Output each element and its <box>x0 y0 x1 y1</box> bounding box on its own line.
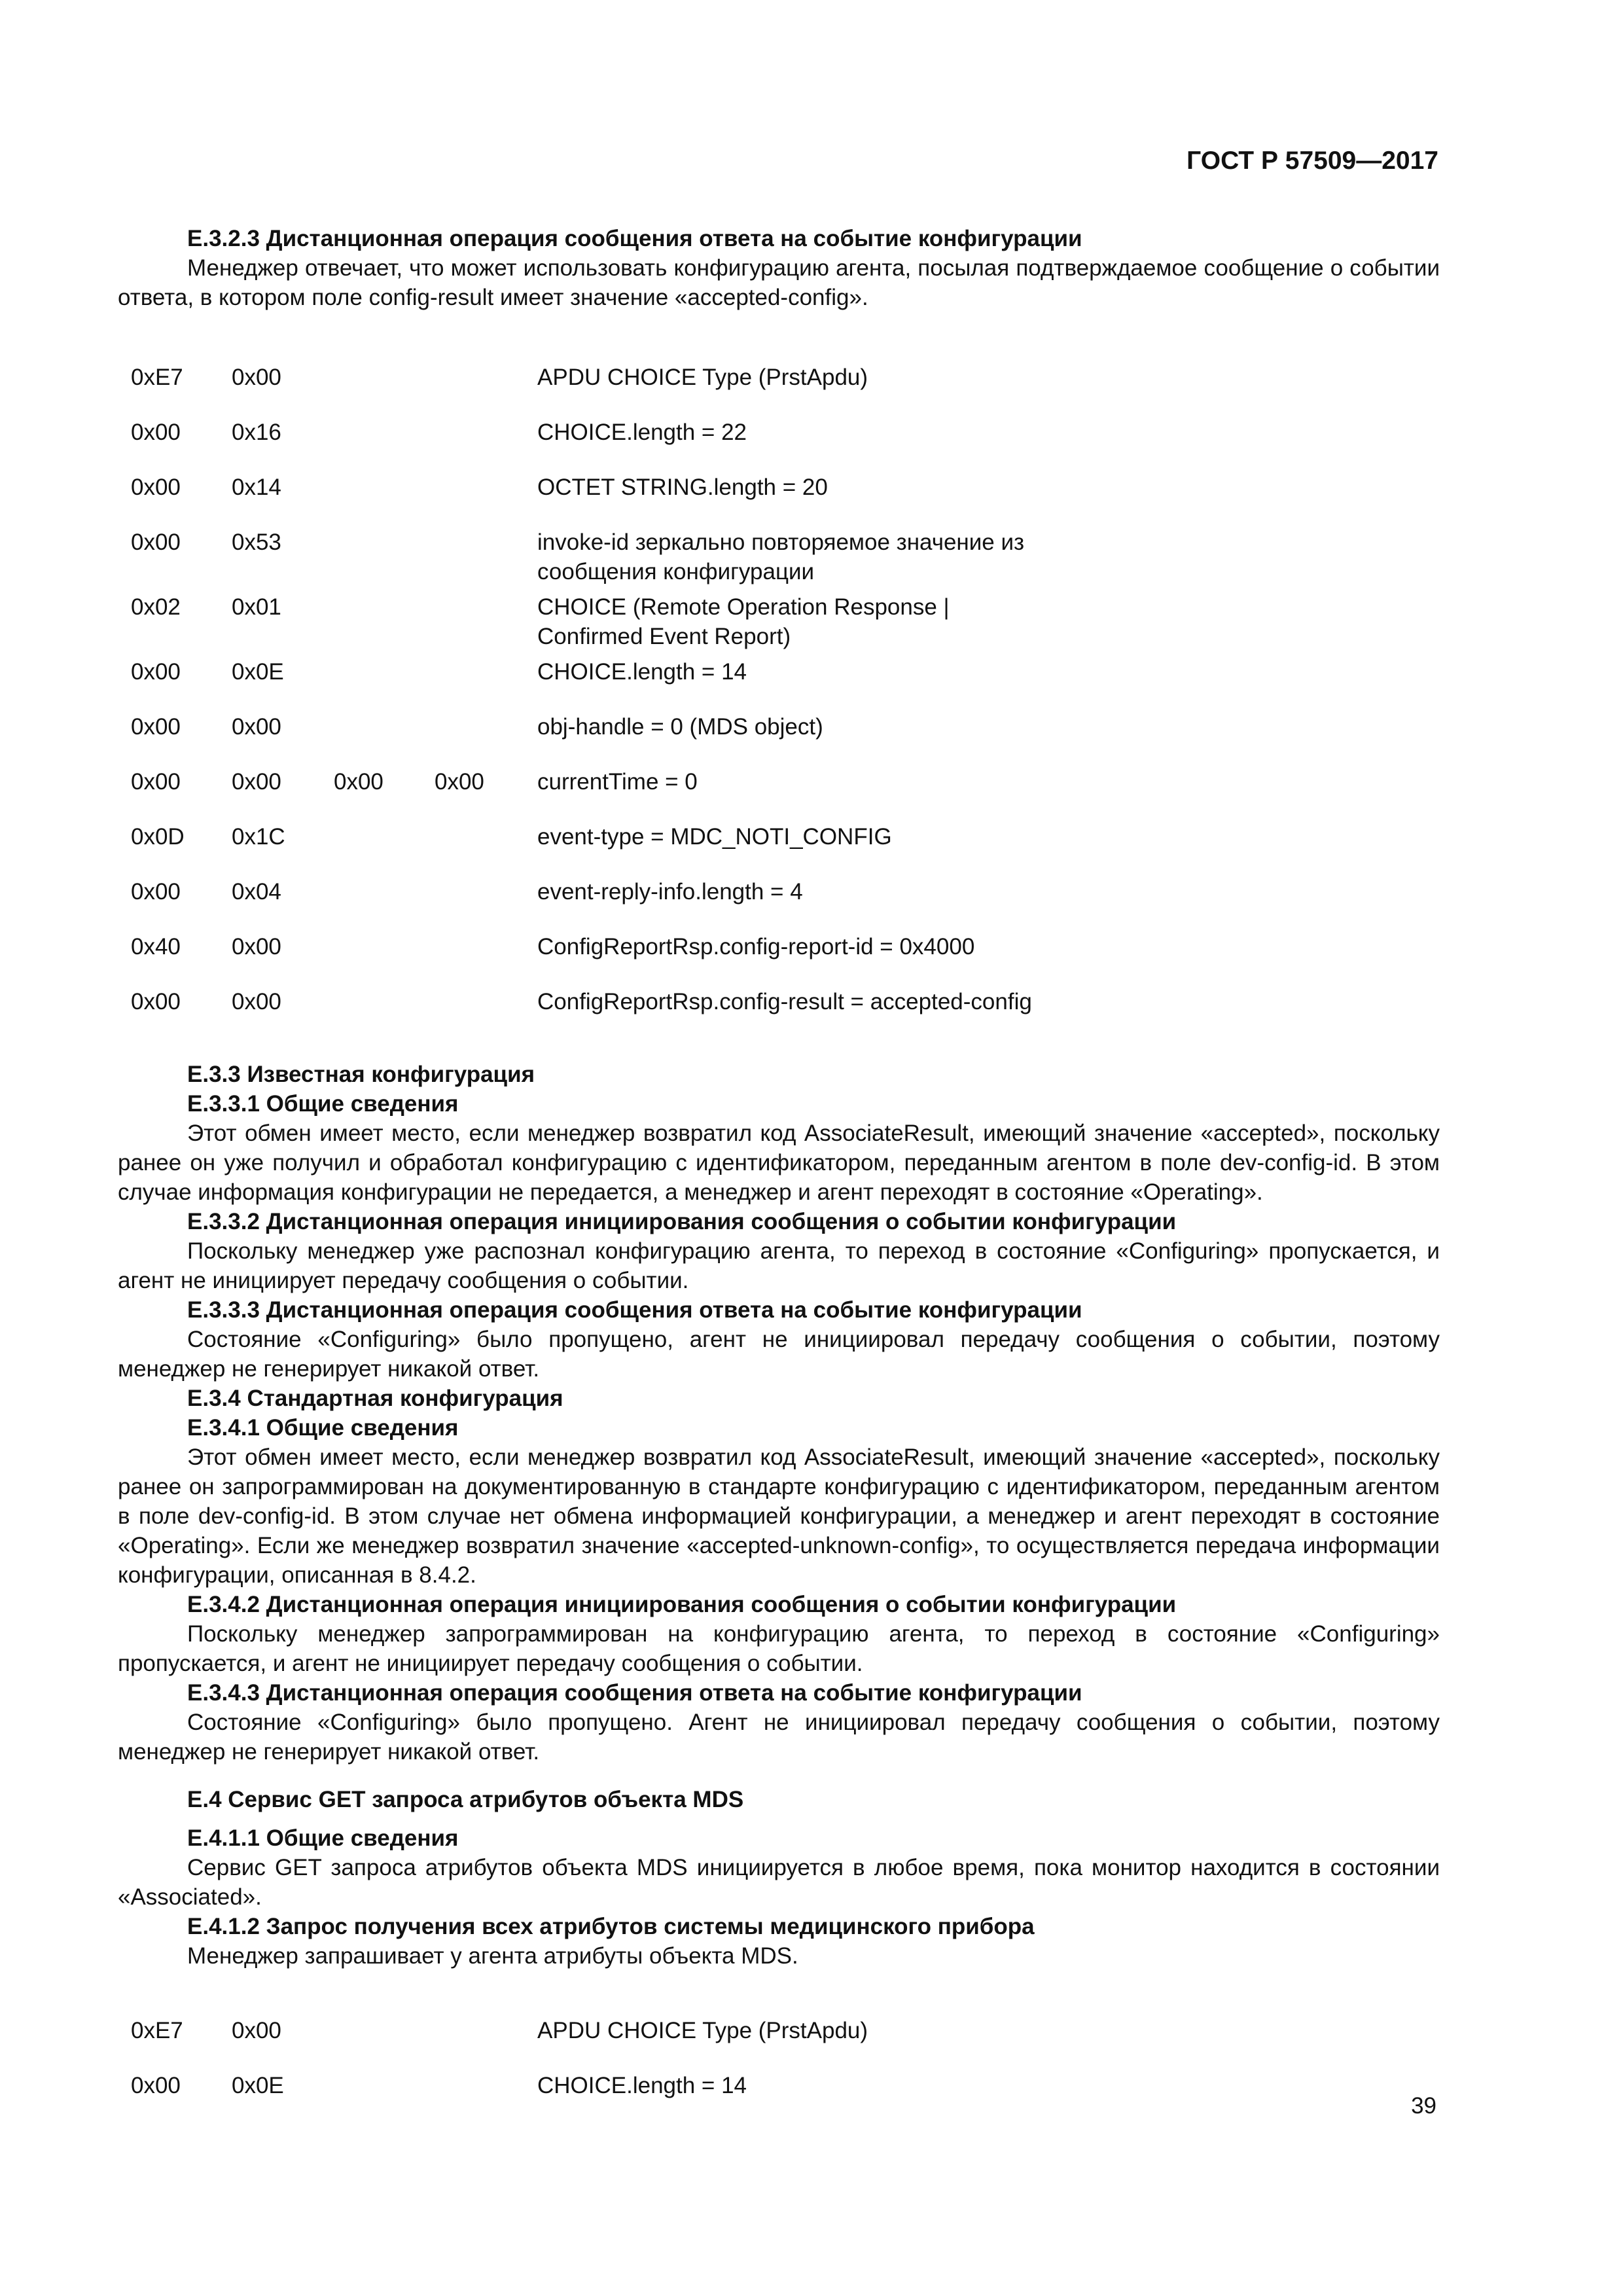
byte-cell <box>334 467 435 522</box>
subsection-heading-e341: Е.3.4.1 Общие сведения <box>187 1415 459 1441</box>
section-heading-e323: Е.3.2.3 Дистанционная операция сообщения ответа на событие конфигурации <box>187 226 1082 251</box>
byte-cell <box>131 586 232 651</box>
byte-cell <box>131 651 232 706</box>
byte-cell-text: 0x00 <box>131 989 181 1014</box>
byte-cell <box>232 651 334 706</box>
byte-cell <box>334 412 435 467</box>
apdu-table-config-response <box>131 357 1414 1036</box>
paragraph-e342: Поскольку менеджер запрограммирован на конфигурацию агента, то переход в состояние «Configuring» пропускается, и агент не инициирует передачу сообщения о событии. <box>118 1621 1440 1676</box>
page-number: 39 <box>1411 2093 1436 2119</box>
byte-cell <box>232 467 334 522</box>
field-description <box>537 761 1414 816</box>
paragraph-e332: Поскольку менеджер уже распознал конфигурацию агента, то переход в состояние «Configuring» пропускается, и агент не инициирует передачу сообщения о событии. <box>118 1238 1440 1293</box>
byte-cell <box>232 926 334 981</box>
byte-cell <box>435 926 537 981</box>
byte-cell-text: 0x00 <box>232 714 281 740</box>
apdu-row <box>131 522 1414 586</box>
byte-cell <box>131 357 232 412</box>
field-description-text: ConfigReportRsp.config-report-id = 0x4000 <box>537 934 975 960</box>
byte-cell-text: 0x0E <box>232 659 284 685</box>
byte-cell <box>131 761 232 816</box>
subsection-heading-e331: Е.3.3.1 Общие сведения <box>187 1091 459 1117</box>
byte-cell <box>334 761 435 816</box>
byte-cell <box>435 706 537 761</box>
paragraph-e412: Менеджер запрашивает у агента атрибуты объекта MDS. <box>187 1943 798 1969</box>
byte-cell-text: 0xE7 <box>131 2018 183 2043</box>
byte-cell-text: 0xE7 <box>131 365 183 390</box>
byte-cell-text: 0x00 <box>131 2073 181 2098</box>
byte-cell <box>435 2010 537 2065</box>
apdu-row <box>131 651 1414 706</box>
field-description <box>537 467 1414 522</box>
byte-cell <box>334 816 435 871</box>
section-heading-e4: Е.4 Сервис GET запроса атрибутов объекта MDS <box>187 1787 744 1812</box>
byte-cell-text: 0x04 <box>232 879 281 905</box>
byte-cell <box>131 981 232 1036</box>
byte-cell <box>131 706 232 761</box>
paragraph-e341: Этот обмен имеет место, если менеджер возвратил код AssociateResult, имеющий значение «accepted», поскольку ранее он запрограммирован на документированную в стандарте конфигурацию с идентификатором, переданным агентом в поле dev-config-id. В этом случае нет обмена информацией конфигурации, а менеджер и агент переходят в состояние «Operating». Если же менеджер возвратил значение «accepted-unknown-config», то осуществляется передача информации конфигурации, описанная в 8.4.2. <box>118 1444 1440 1588</box>
byte-cell <box>232 357 334 412</box>
byte-cell <box>435 357 537 412</box>
field-description <box>537 926 1414 981</box>
byte-cell <box>435 981 537 1036</box>
byte-cell <box>334 2065 435 2120</box>
byte-cell-text: 0x00 <box>131 879 181 905</box>
byte-cell-text: 0x00 <box>131 420 181 445</box>
apdu-table-get-request <box>131 2010 1414 2120</box>
subsection-heading-e332: Е.3.3.2 Дистанционная операция инициирования сообщения о событии конфигурации <box>187 1209 1177 1234</box>
byte-cell-text: 0x00 <box>232 934 281 960</box>
subsection-heading-e411: Е.4.1.1 Общие сведения <box>187 1825 459 1851</box>
byte-cell <box>435 467 537 522</box>
byte-cell <box>232 706 334 761</box>
byte-cell <box>232 816 334 871</box>
apdu-table-body <box>131 2010 1414 2120</box>
paragraph-e343: Состояние «Configuring» было пропущено. Агент не инициировал передачу сообщения о событии, поэтому менеджер не генерирует никакой ответ. <box>118 1710 1440 1765</box>
section-heading-e34: Е.3.4 Стандартная конфигурация <box>187 1386 563 1411</box>
subsection-heading-e412: Е.4.1.2 Запрос получения всех атрибутов системы медицинского прибора <box>187 1914 1035 1939</box>
field-description <box>537 586 1414 651</box>
byte-cell-text: 0x00 <box>131 714 181 740</box>
byte-cell <box>131 412 232 467</box>
byte-cell-text: 0x0D <box>131 824 185 850</box>
apdu-row <box>131 926 1414 981</box>
byte-cell-text: 0x00 <box>131 475 181 500</box>
field-description <box>537 706 1414 761</box>
field-description <box>537 2065 1414 2120</box>
byte-cell <box>131 816 232 871</box>
apdu-row <box>131 357 1414 412</box>
field-description <box>537 522 1414 586</box>
field-description <box>537 412 1414 467</box>
field-description-text: OCTET STRING.length = 20 <box>537 475 828 500</box>
byte-cell <box>334 2010 435 2065</box>
field-description-text: ConfigReportRsp.config-result = accepted-config <box>537 989 1032 1014</box>
field-description <box>537 651 1414 706</box>
byte-cell <box>232 981 334 1036</box>
byte-cell <box>334 926 435 981</box>
byte-cell-text: 0x14 <box>232 475 281 500</box>
paragraph-e333: Состояние «Configuring» было пропущено, агент не инициировал передачу сообщения о событии, поэтому менеджер не генерирует никакой ответ. <box>118 1327 1440 1382</box>
apdu-row <box>131 467 1414 522</box>
byte-cell-text: 0x00 <box>334 769 383 795</box>
field-description-text: event-type = MDC_NOTI_CONFIG <box>537 824 892 850</box>
byte-cell <box>435 871 537 926</box>
apdu-row <box>131 761 1414 816</box>
field-description <box>537 357 1414 412</box>
apdu-row <box>131 586 1414 651</box>
paragraph-e411: Сервис GET запроса атрибутов объекта MDS инициируется в любое время, пока монитор находится в состоянии «Associated». <box>118 1855 1440 1910</box>
field-description-text: CHOICE.length = 14 <box>537 2073 747 2098</box>
byte-cell <box>435 522 537 586</box>
byte-cell <box>435 651 537 706</box>
byte-cell <box>435 412 537 467</box>
subsection-heading-e333: Е.3.3.3 Дистанционная операция сообщения ответа на событие конфигурации <box>187 1297 1082 1323</box>
page-body <box>118 224 1440 2120</box>
field-description-text: CHOICE.length = 22 <box>537 420 747 445</box>
field-description-text: event-reply-info.length = 4 <box>537 879 803 905</box>
byte-cell <box>232 412 334 467</box>
byte-cell-text: 0x0E <box>232 2073 284 2098</box>
byte-cell <box>131 467 232 522</box>
field-description-text: obj-handle = 0 (MDS object) <box>537 714 823 740</box>
byte-cell <box>131 522 232 586</box>
field-description-text: currentTime = 0 <box>537 769 698 795</box>
section-heading-e33: Е.3.3 Известная конфигурация <box>187 1062 535 1087</box>
byte-cell-text: 0x00 <box>232 365 281 390</box>
byte-cell <box>435 586 537 651</box>
apdu-row <box>131 412 1414 467</box>
apdu-row <box>131 981 1414 1036</box>
byte-cell-text: 0x40 <box>131 934 181 960</box>
byte-cell <box>232 2010 334 2065</box>
byte-cell-text: 0x00 <box>232 769 281 795</box>
byte-cell <box>334 981 435 1036</box>
field-description-text: CHOICE (Remote Operation Response | Confirmed Event Report) <box>537 594 950 649</box>
byte-cell-text: 0x00 <box>232 2018 281 2043</box>
apdu-row <box>131 706 1414 761</box>
standard-designation: ГОСТ Р 57509—2017 <box>1186 147 1438 175</box>
field-description <box>537 981 1414 1036</box>
field-description-text: APDU CHOICE Type (PrstApdu) <box>537 365 868 390</box>
field-description-text: APDU CHOICE Type (PrstApdu) <box>537 2018 868 2043</box>
byte-cell <box>334 586 435 651</box>
byte-cell-text: 0x1C <box>232 824 285 850</box>
byte-cell <box>131 2065 232 2120</box>
byte-cell <box>435 2065 537 2120</box>
byte-cell-text: 0x02 <box>131 594 181 620</box>
field-description <box>537 816 1414 871</box>
field-description <box>537 871 1414 926</box>
byte-cell-text: 0x00 <box>131 529 181 555</box>
byte-cell-text: 0x00 <box>232 989 281 1014</box>
apdu-table-body <box>131 357 1414 1036</box>
byte-cell <box>232 2065 334 2120</box>
byte-cell-text: 0x16 <box>232 420 281 445</box>
byte-cell <box>334 357 435 412</box>
byte-cell-text: 0x00 <box>131 659 181 685</box>
byte-cell-text: 0x53 <box>232 529 281 555</box>
field-description <box>537 2010 1414 2065</box>
byte-cell <box>232 761 334 816</box>
subsection-heading-e342: Е.3.4.2 Дистанционная операция инициирования сообщения о событии конфигурации <box>187 1592 1177 1617</box>
byte-cell <box>334 651 435 706</box>
byte-cell-text: 0x00 <box>435 769 484 795</box>
byte-cell <box>435 816 537 871</box>
byte-cell <box>435 761 537 816</box>
field-description-text: CHOICE.length = 14 <box>537 659 747 685</box>
byte-cell <box>334 522 435 586</box>
apdu-row <box>131 871 1414 926</box>
paragraph-e323: Менеджер отвечает, что может использовать конфигурацию агента, посылая подтверждаемое сообщение о событии ответа, в котором поле config-result имеет значение «accepted-config». <box>118 255 1440 310</box>
byte-cell-text: 0x01 <box>232 594 281 620</box>
field-description-text: invoke-id зеркально повторяемое значение из сообщения конфигурации <box>537 529 1025 584</box>
byte-cell <box>232 522 334 586</box>
byte-cell-text: 0x00 <box>131 769 181 795</box>
byte-cell <box>131 871 232 926</box>
byte-cell <box>232 871 334 926</box>
byte-cell <box>232 586 334 651</box>
byte-cell <box>334 706 435 761</box>
paragraph-e331: Этот обмен имеет место, если менеджер возвратил код AssociateResult, имеющий значение «accepted», поскольку ранее он уже получил и обработал конфигурацию с идентификатором, переданным агентом в поле dev-config-id. В этом случае информация конфигурации не передается, а менеджер и агент переходят в состояние «Operating». <box>118 1121 1440 1205</box>
byte-cell <box>131 926 232 981</box>
apdu-row <box>131 816 1414 871</box>
subsection-heading-e343: Е.3.4.3 Дистанционная операция сообщения ответа на событие конфигурации <box>187 1680 1082 1706</box>
byte-cell <box>131 2010 232 2065</box>
apdu-row <box>131 2010 1414 2065</box>
byte-cell <box>334 871 435 926</box>
apdu-row <box>131 2065 1414 2120</box>
